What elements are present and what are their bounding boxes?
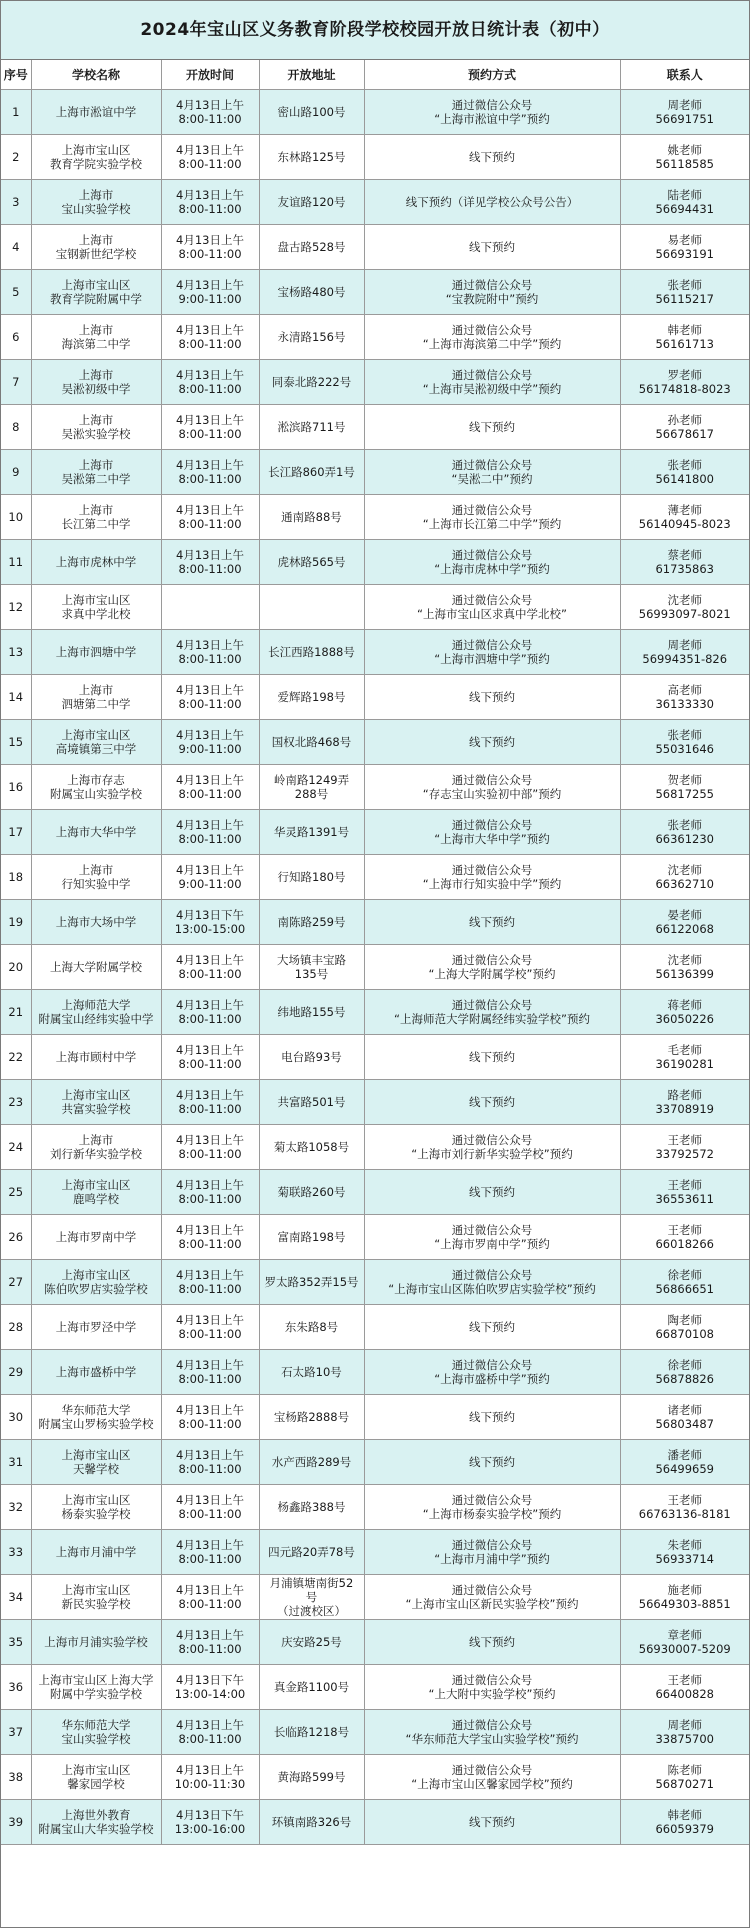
cell-index: 2 [1, 135, 31, 180]
cell-booking: 通过微信公众号 “上海市泗塘中学”预约 [364, 630, 620, 675]
table-row [1, 1350, 749, 1395]
cell-index: 21 [1, 990, 31, 1035]
cell-school: 上海市宝山区 共富实验学校 [31, 1080, 161, 1125]
table-body [1, 90, 749, 1845]
column-header-school: 学校名称 [31, 60, 161, 90]
cell-address: 东朱路8号 [259, 1305, 364, 1350]
cell-time: 4月13日上午 8:00-11:00 [161, 1440, 259, 1485]
cell-address: 友谊路120号 [259, 180, 364, 225]
cell-contact: 沈老师 56993097-8021 [620, 585, 749, 630]
cell-contact: 王老师 66400828 [620, 1665, 749, 1710]
cell-booking: 通过微信公众号 “上海市宝山区求真中学北校” [364, 585, 620, 630]
cell-contact: 姚老师 56118585 [620, 135, 749, 180]
cell-school: 上海市存志 附属宝山实验学校 [31, 765, 161, 810]
cell-school: 上海市虎林中学 [31, 540, 161, 585]
page-title: 2024年宝山区义务教育阶段学校校园开放日统计表（初中） [1, 1, 749, 60]
cell-contact: 王老师 66763136-8181 [620, 1485, 749, 1530]
cell-time: 4月13日上午 10:00-11:30 [161, 1755, 259, 1800]
cell-address: 黄海路599号 [259, 1755, 364, 1800]
cell-booking: 线下预约（详见学校公众号公告） [364, 180, 620, 225]
cell-booking: 通过微信公众号 “上海市淞谊中学”预约 [364, 90, 620, 135]
cell-contact: 周老师 56994351-826 [620, 630, 749, 675]
table-row [1, 1125, 749, 1170]
cell-index: 15 [1, 720, 31, 765]
table-row [1, 1755, 749, 1800]
table-row [1, 630, 749, 675]
cell-time: 4月13日上午 9:00-11:00 [161, 720, 259, 765]
cell-index: 1 [1, 90, 31, 135]
cell-index: 30 [1, 1395, 31, 1440]
cell-index: 24 [1, 1125, 31, 1170]
cell-school: 上海市宝山区 陈伯吹罗店实验学校 [31, 1260, 161, 1305]
cell-school: 上海市宝山区 教育学院附属中学 [31, 270, 161, 315]
cell-contact: 王老师 66018266 [620, 1215, 749, 1260]
cell-time: 4月13日上午 8:00-11:00 [161, 1125, 259, 1170]
cell-booking: 通过微信公众号 “上海市宝山区馨家园学校”预约 [364, 1755, 620, 1800]
cell-time: 4月13日上午 8:00-11:00 [161, 405, 259, 450]
cell-contact: 张老师 56115217 [620, 270, 749, 315]
cell-school: 上海市宝山区 教育学院实验学校 [31, 135, 161, 180]
table-row [1, 765, 749, 810]
cell-booking: 通过微信公众号 “上海市大华中学”预约 [364, 810, 620, 855]
cell-contact: 路老师 33708919 [620, 1080, 749, 1125]
cell-contact: 章老师 56930007-5209 [620, 1620, 749, 1665]
cell-address: 月浦镇塘南街52 号 （过渡校区） [259, 1575, 364, 1620]
cell-school: 上海市大场中学 [31, 900, 161, 945]
cell-time: 4月13日上午 8:00-11:00 [161, 1620, 259, 1665]
cell-school: 上海市顾村中学 [31, 1035, 161, 1080]
table-row [1, 1800, 749, 1845]
cell-contact: 陶老师 66870108 [620, 1305, 749, 1350]
cell-booking: 线下预约 [364, 720, 620, 765]
cell-booking: 线下预约 [364, 405, 620, 450]
cell-time [161, 585, 259, 630]
cell-time: 4月13日上午 8:00-11:00 [161, 315, 259, 360]
cell-contact: 施老师 56649303-8851 [620, 1575, 749, 1620]
cell-index: 32 [1, 1485, 31, 1530]
cell-booking: 通过微信公众号 “上海市宝山区新民实验学校”预约 [364, 1575, 620, 1620]
cell-booking: 通过微信公众号 “上海市罗南中学”预约 [364, 1215, 620, 1260]
cell-address: 电台路93号 [259, 1035, 364, 1080]
cell-booking: 通过微信公众号 “华东师范大学宝山实验学校”预约 [364, 1710, 620, 1755]
cell-index: 27 [1, 1260, 31, 1305]
cell-time: 4月13日上午 8:00-11:00 [161, 495, 259, 540]
cell-time: 4月13日上午 9:00-11:00 [161, 270, 259, 315]
cell-booking: 通过微信公众号 “上海市盛桥中学”预约 [364, 1350, 620, 1395]
table-row [1, 135, 749, 180]
cell-address: 淞滨路711号 [259, 405, 364, 450]
cell-time: 4月13日上午 8:00-11:00 [161, 1035, 259, 1080]
cell-time: 4月13日上午 8:00-11:00 [161, 990, 259, 1035]
cell-time: 4月13日上午 8:00-11:00 [161, 810, 259, 855]
cell-address: 通南路88号 [259, 495, 364, 540]
cell-address: 密山路100号 [259, 90, 364, 135]
table-header-row [1, 60, 749, 90]
cell-booking: 线下预约 [364, 1080, 620, 1125]
table-row [1, 1080, 749, 1125]
cell-address: 南陈路259号 [259, 900, 364, 945]
cell-school: 上海市大华中学 [31, 810, 161, 855]
cell-booking: 线下预约 [364, 1305, 620, 1350]
cell-school: 上海市宝山区 求真中学北校 [31, 585, 161, 630]
cell-booking: 通过微信公众号 “吴淞二中”预约 [364, 450, 620, 495]
cell-address: 宝杨路480号 [259, 270, 364, 315]
cell-booking: 通过微信公众号 “上海市刘行新华实验学校”预约 [364, 1125, 620, 1170]
cell-index: 36 [1, 1665, 31, 1710]
cell-address: 庆安路25号 [259, 1620, 364, 1665]
cell-address: 爱辉路198号 [259, 675, 364, 720]
cell-address: 岭南路1249弄 288号 [259, 765, 364, 810]
cell-address: 纬地路155号 [259, 990, 364, 1035]
cell-index: 23 [1, 1080, 31, 1125]
table-row [1, 990, 749, 1035]
cell-index: 38 [1, 1755, 31, 1800]
cell-time: 4月13日上午 8:00-11:00 [161, 1485, 259, 1530]
cell-contact: 罗老师 56174818-8023 [620, 360, 749, 405]
cell-index: 5 [1, 270, 31, 315]
cell-contact: 沈老师 56136399 [620, 945, 749, 990]
cell-booking: 通过微信公众号 “上海市长江第二中学”预约 [364, 495, 620, 540]
cell-contact: 高老师 36133330 [620, 675, 749, 720]
cell-time: 4月13日上午 8:00-11:00 [161, 1575, 259, 1620]
cell-index: 11 [1, 540, 31, 585]
cell-time: 4月13日上午 8:00-11:00 [161, 360, 259, 405]
cell-time: 4月13日上午 8:00-11:00 [161, 90, 259, 135]
cell-index: 33 [1, 1530, 31, 1575]
cell-time: 4月13日上午 8:00-11:00 [161, 765, 259, 810]
cell-index: 4 [1, 225, 31, 270]
cell-school: 上海市罗南中学 [31, 1215, 161, 1260]
table-row [1, 675, 749, 720]
cell-index: 10 [1, 495, 31, 540]
cell-school: 上海市 海滨第二中学 [31, 315, 161, 360]
cell-school: 上海市月浦实验学校 [31, 1620, 161, 1665]
cell-index: 26 [1, 1215, 31, 1260]
cell-index: 37 [1, 1710, 31, 1755]
cell-index: 13 [1, 630, 31, 675]
cell-school: 华东师范大学 附属宝山罗杨实验学校 [31, 1395, 161, 1440]
cell-contact: 张老师 66361230 [620, 810, 749, 855]
cell-booking: 通过微信公众号 “上海大学附属学校”预约 [364, 945, 620, 990]
cell-index: 31 [1, 1440, 31, 1485]
cell-school: 上海大学附属学校 [31, 945, 161, 990]
table-row [1, 1530, 749, 1575]
table-row [1, 495, 749, 540]
cell-address: 杨鑫路388号 [259, 1485, 364, 1530]
cell-index: 9 [1, 450, 31, 495]
cell-time: 4月13日上午 8:00-11:00 [161, 1395, 259, 1440]
cell-address: 大场镇丰宝路 135号 [259, 945, 364, 990]
cell-index: 18 [1, 855, 31, 900]
cell-address: 菊联路260号 [259, 1170, 364, 1215]
cell-contact: 陈老师 56870271 [620, 1755, 749, 1800]
cell-address: 真金路1100号 [259, 1665, 364, 1710]
column-header-booking: 预约方式 [364, 60, 620, 90]
table-row [1, 810, 749, 855]
cell-booking: 通过微信公众号 “上海市行知实验中学”预约 [364, 855, 620, 900]
cell-booking: 通过微信公众号 “存志宝山实验初中部”预约 [364, 765, 620, 810]
cell-address: 共富路501号 [259, 1080, 364, 1125]
table-row [1, 1485, 749, 1530]
cell-school: 上海市罗泾中学 [31, 1305, 161, 1350]
column-header-contact: 联系人 [620, 60, 749, 90]
cell-address [259, 585, 364, 630]
table-row [1, 855, 749, 900]
cell-time: 4月13日下午 13:00-15:00 [161, 900, 259, 945]
cell-booking: 通过微信公众号 “上大附中实验学校”预约 [364, 1665, 620, 1710]
cell-time: 4月13日上午 8:00-11:00 [161, 1350, 259, 1395]
cell-index: 16 [1, 765, 31, 810]
cell-address: 长江路860弄1号 [259, 450, 364, 495]
cell-school: 上海市淞谊中学 [31, 90, 161, 135]
table-row [1, 270, 749, 315]
cell-contact: 孙老师 56678617 [620, 405, 749, 450]
cell-school: 上海市宝山区 杨泰实验学校 [31, 1485, 161, 1530]
cell-contact: 易老师 56693191 [620, 225, 749, 270]
cell-school: 华东师范大学 宝山实验学校 [31, 1710, 161, 1755]
cell-index: 17 [1, 810, 31, 855]
cell-contact: 晏老师 66122068 [620, 900, 749, 945]
cell-address: 水产西路289号 [259, 1440, 364, 1485]
table-row [1, 360, 749, 405]
cell-school: 上海市 刘行新华实验学校 [31, 1125, 161, 1170]
cell-address: 长江西路1888号 [259, 630, 364, 675]
cell-school: 上海市宝山区上海大学 附属中学实验学校 [31, 1665, 161, 1710]
cell-time: 4月13日上午 8:00-11:00 [161, 135, 259, 180]
cell-contact: 蒋老师 36050226 [620, 990, 749, 1035]
cell-index: 14 [1, 675, 31, 720]
cell-time: 4月13日下午 13:00-16:00 [161, 1800, 259, 1845]
cell-index: 6 [1, 315, 31, 360]
cell-address: 华灵路1391号 [259, 810, 364, 855]
cell-time: 4月13日上午 9:00-11:00 [161, 855, 259, 900]
column-header-index: 序号 [1, 60, 31, 90]
cell-index: 20 [1, 945, 31, 990]
cell-address: 虎林路565号 [259, 540, 364, 585]
table-row [1, 315, 749, 360]
table-row [1, 720, 749, 765]
cell-school: 上海市盛桥中学 [31, 1350, 161, 1395]
cell-time: 4月13日下午 13:00-14:00 [161, 1665, 259, 1710]
cell-address: 国权北路468号 [259, 720, 364, 765]
cell-school: 上海市宝山区 鹿鸣学校 [31, 1170, 161, 1215]
cell-time: 4月13日上午 8:00-11:00 [161, 225, 259, 270]
table-row [1, 180, 749, 225]
cell-school: 上海市泗塘中学 [31, 630, 161, 675]
cell-booking: 通过微信公众号 “上海市吴淞初级中学”预约 [364, 360, 620, 405]
table-row [1, 1035, 749, 1080]
cell-school: 上海市 吴淞第二中学 [31, 450, 161, 495]
table-row [1, 900, 749, 945]
table-row [1, 225, 749, 270]
cell-booking: 线下预约 [364, 1620, 620, 1665]
cell-address: 菊太路1058号 [259, 1125, 364, 1170]
table-row [1, 1575, 749, 1620]
cell-contact: 王老师 33792572 [620, 1125, 749, 1170]
cell-index: 39 [1, 1800, 31, 1845]
cell-contact: 毛老师 36190281 [620, 1035, 749, 1080]
cell-address: 盘古路528号 [259, 225, 364, 270]
cell-contact: 周老师 33875700 [620, 1710, 749, 1755]
cell-contact: 贺老师 56817255 [620, 765, 749, 810]
cell-time: 4月13日上午 8:00-11:00 [161, 1530, 259, 1575]
cell-address: 四元路20弄78号 [259, 1530, 364, 1575]
cell-contact: 潘老师 56499659 [620, 1440, 749, 1485]
table-row [1, 1665, 749, 1710]
cell-time: 4月13日上午 8:00-11:00 [161, 630, 259, 675]
cell-booking: 线下预约 [364, 1035, 620, 1080]
cell-booking: 通过微信公众号 “上海市月浦中学”预约 [364, 1530, 620, 1575]
cell-booking: 线下预约 [364, 675, 620, 720]
cell-contact: 沈老师 66362710 [620, 855, 749, 900]
cell-contact: 朱老师 56933714 [620, 1530, 749, 1575]
open-day-table [1, 60, 749, 1845]
cell-contact: 韩老师 66059379 [620, 1800, 749, 1845]
cell-booking: 通过微信公众号 “上海市宝山区陈伯吹罗店实验学校”预约 [364, 1260, 620, 1305]
cell-booking: 通过微信公众号 “上海市海滨第二中学”预约 [364, 315, 620, 360]
cell-booking: 通过微信公众号 “上海市虎林中学”预约 [364, 540, 620, 585]
table-row [1, 1620, 749, 1665]
cell-contact: 蔡老师 61735863 [620, 540, 749, 585]
cell-address: 罗太路352弄15号 [259, 1260, 364, 1305]
cell-time: 4月13日上午 8:00-11:00 [161, 180, 259, 225]
cell-school: 上海市宝山区 高境镇第三中学 [31, 720, 161, 765]
cell-time: 4月13日上午 8:00-11:00 [161, 1080, 259, 1125]
cell-booking: 线下预约 [364, 1800, 620, 1845]
table-row [1, 405, 749, 450]
cell-index: 34 [1, 1575, 31, 1620]
cell-index: 25 [1, 1170, 31, 1215]
table-row [1, 585, 749, 630]
cell-address: 行知路180号 [259, 855, 364, 900]
cell-time: 4月13日上午 8:00-11:00 [161, 1305, 259, 1350]
cell-booking: 线下预约 [364, 1395, 620, 1440]
cell-index: 35 [1, 1620, 31, 1665]
cell-index: 29 [1, 1350, 31, 1395]
cell-booking: 通过微信公众号 “上海师范大学附属经纬实验学校”预约 [364, 990, 620, 1035]
cell-address: 环镇南路326号 [259, 1800, 364, 1845]
table-row [1, 1305, 749, 1350]
cell-contact: 王老师 36553611 [620, 1170, 749, 1215]
cell-index: 7 [1, 360, 31, 405]
cell-contact: 徐老师 56878826 [620, 1350, 749, 1395]
table-row [1, 450, 749, 495]
table-row [1, 1215, 749, 1260]
table-row [1, 945, 749, 990]
table-row [1, 1170, 749, 1215]
column-header-address: 开放地址 [259, 60, 364, 90]
cell-school: 上海市 宝钢新世纪学校 [31, 225, 161, 270]
cell-booking: 线下预约 [364, 135, 620, 180]
cell-contact: 陆老师 56694431 [620, 180, 749, 225]
cell-school: 上海市 吴淞实验学校 [31, 405, 161, 450]
table-row [1, 1260, 749, 1305]
table-row [1, 540, 749, 585]
cell-contact: 诸老师 56803487 [620, 1395, 749, 1440]
cell-time: 4月13日上午 8:00-11:00 [161, 450, 259, 495]
cell-contact: 张老师 56141800 [620, 450, 749, 495]
cell-index: 22 [1, 1035, 31, 1080]
column-header-time: 开放时间 [161, 60, 259, 90]
cell-school: 上海市宝山区 新民实验学校 [31, 1575, 161, 1620]
cell-address: 东林路125号 [259, 135, 364, 180]
cell-contact: 周老师 56691751 [620, 90, 749, 135]
cell-contact: 韩老师 56161713 [620, 315, 749, 360]
cell-index: 8 [1, 405, 31, 450]
cell-contact: 徐老师 56866651 [620, 1260, 749, 1305]
cell-address: 宝杨路2888号 [259, 1395, 364, 1440]
cell-school: 上海市 吴淞初级中学 [31, 360, 161, 405]
cell-time: 4月13日上午 8:00-11:00 [161, 945, 259, 990]
cell-address: 长临路1218号 [259, 1710, 364, 1755]
cell-school: 上海市 行知实验中学 [31, 855, 161, 900]
cell-index: 12 [1, 585, 31, 630]
cell-time: 4月13日上午 8:00-11:00 [161, 1215, 259, 1260]
cell-booking: 线下预约 [364, 900, 620, 945]
table-row [1, 1395, 749, 1440]
cell-school: 上海市月浦中学 [31, 1530, 161, 1575]
table-row [1, 1710, 749, 1755]
cell-booking: 通过微信公众号 “宝教院附中”预约 [364, 270, 620, 315]
cell-address: 永清路156号 [259, 315, 364, 360]
cell-school: 上海市 长江第二中学 [31, 495, 161, 540]
cell-contact: 张老师 55031646 [620, 720, 749, 765]
cell-school: 上海市宝山区 馨家园学校 [31, 1755, 161, 1800]
cell-address: 同泰北路222号 [259, 360, 364, 405]
cell-index: 3 [1, 180, 31, 225]
cell-school: 上海世外教育 附属宝山大华实验学校 [31, 1800, 161, 1845]
cell-index: 28 [1, 1305, 31, 1350]
cell-booking: 线下预约 [364, 225, 620, 270]
cell-school: 上海市 宝山实验学校 [31, 180, 161, 225]
cell-contact: 薄老师 56140945-8023 [620, 495, 749, 540]
cell-index: 19 [1, 900, 31, 945]
cell-time: 4月13日上午 8:00-11:00 [161, 540, 259, 585]
cell-booking: 通过微信公众号 “上海市杨泰实验学校”预约 [364, 1485, 620, 1530]
cell-booking: 线下预约 [364, 1170, 620, 1215]
cell-address: 石太路10号 [259, 1350, 364, 1395]
cell-time: 4月13日上午 8:00-11:00 [161, 1170, 259, 1215]
cell-school: 上海市宝山区 天馨学校 [31, 1440, 161, 1485]
cell-time: 4月13日上午 8:00-11:00 [161, 675, 259, 720]
table-row [1, 1440, 749, 1485]
cell-school: 上海师范大学 附属宝山经纬实验中学 [31, 990, 161, 1035]
cell-school: 上海市 泗塘第二中学 [31, 675, 161, 720]
cell-time: 4月13日上午 8:00-11:00 [161, 1260, 259, 1305]
cell-time: 4月13日上午 8:00-11:00 [161, 1710, 259, 1755]
cell-booking: 线下预约 [364, 1440, 620, 1485]
table-row [1, 90, 749, 135]
cell-address: 富南路198号 [259, 1215, 364, 1260]
